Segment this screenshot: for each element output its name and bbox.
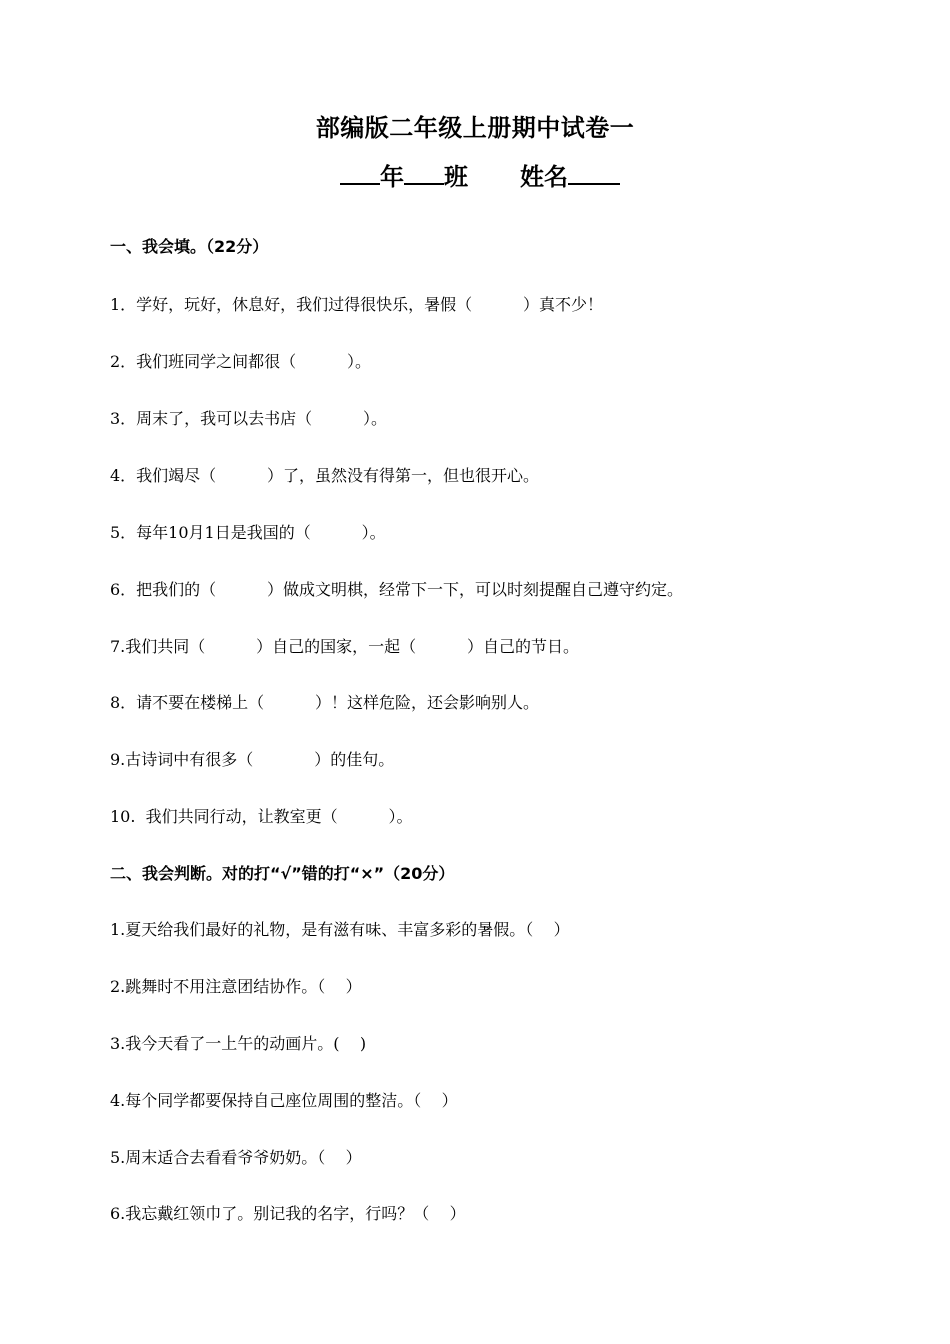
section1-heading: 一、我会填。（22分） (110, 237, 269, 256)
fill-question-10: 10. 我们共同行动，让教室更（ ）。 (110, 807, 413, 826)
judge-question-1: 1.夏天给我们最好的礼物，是有滋有味、丰富多彩的暑假。（ ） (110, 920, 570, 939)
page-title: 部编版二年级上册期中试卷一 (315, 114, 635, 142)
class-label: 班 (444, 163, 468, 191)
section2-heading: 二、我会判断。对的打“√”错的打“×”（20分） (110, 864, 455, 883)
judge-question-3: 3.我今天看了一上午的动画片。( ) (110, 1034, 367, 1053)
fill-question-7: 7.我们共同（ ）自己的国家，一起（ ）自己的节日。 (110, 637, 579, 656)
judge-question-2: 2.跳舞时不用注意团结协作。（ ） (110, 977, 362, 996)
judge-question-6: 6.我忘戴红领巾了。别记我的名字，行吗？（ ） (110, 1204, 466, 1223)
year-label: 年 (380, 163, 404, 191)
judge-question-4: 4.每个同学都要保持自己座位周围的整洁。（ ） (110, 1091, 458, 1110)
student-info-line (340, 157, 620, 192)
fill-question-5: 5．每年10月1日是我国的（ ）。 (110, 523, 386, 542)
year-blank[interactable] (340, 161, 380, 185)
fill-question-8: 8．请不要在楼梯上（ ）！这样危险，还会影响别人。 (110, 693, 540, 712)
fill-question-6: 6．把我们的（ ）做成文明棋，经常下一下，可以时刻提醒自己遵守约定。 (110, 580, 684, 599)
fill-question-1: 1．学好，玩好，休息好，我们过得很快乐，暑假（ ）真不少！ (110, 295, 604, 314)
fill-question-3: 3．周末了，我可以去书店（ ）。 (110, 409, 388, 428)
name-blank[interactable] (568, 161, 620, 185)
class-blank[interactable] (404, 161, 444, 185)
name-label: 姓名 (520, 163, 568, 191)
fill-question-4: 4．我们竭尽（ ）了，虽然没有得第一，但也很开心。 (110, 466, 540, 485)
judge-question-5: 5.周末适合去看看爷爷奶奶。（ ） (110, 1148, 362, 1167)
fill-question-2: 2．我们班同学之间都很（ ）。 (110, 352, 372, 371)
fill-question-9: 9.古诗词中有很多（ ）的佳句。 (110, 750, 395, 769)
